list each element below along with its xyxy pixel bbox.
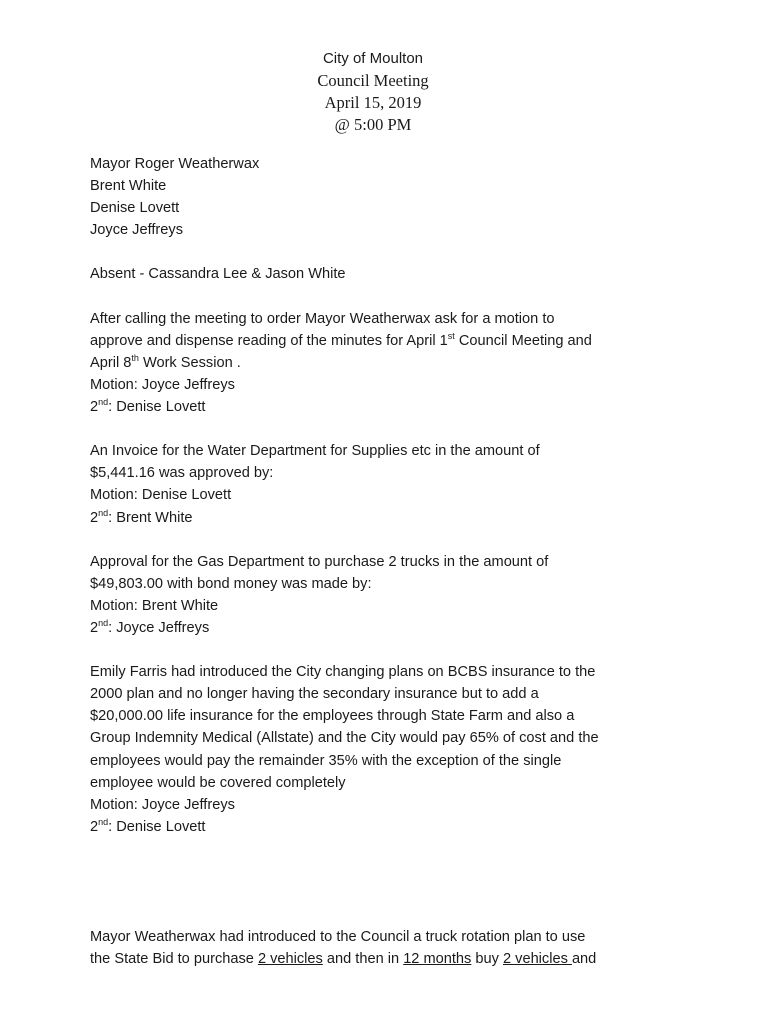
motion-line: Motion: Denise Lovett — [90, 487, 232, 504]
paragraph-line: Mayor Weatherwax had introduced to the Council a truck rotation plan to use — [90, 929, 586, 946]
insurance-paragraph — [90, 661, 670, 838]
text-run: and then in — [322, 951, 404, 968]
motion-line: Motion: Joyce Jeffreys — [90, 796, 235, 813]
ordinal-suffix: th — [131, 352, 139, 363]
ordinal-suffix: nd — [98, 617, 109, 628]
trucks-paragraph — [90, 551, 670, 639]
underlined-text: 12 months — [403, 951, 472, 968]
absent-line: Absent - Cassandra Lee & Jason White — [90, 266, 346, 283]
ordinal-suffix: st — [447, 330, 455, 341]
paragraph-line: 2000 plan and no longer having the secondary insurance but to add a — [90, 686, 539, 703]
text-run: : Joyce Jeffreys — [108, 619, 210, 636]
meeting-title: Council Meeting — [317, 71, 429, 90]
blank-space — [90, 838, 670, 926]
paragraph-line: An Invoice for the Water Department for Supplies etc in the amount of — [90, 443, 540, 460]
text-run: buy — [471, 951, 503, 968]
meeting-date: April 15, 2019 — [324, 93, 422, 112]
attendee: Denise Lovett — [90, 200, 180, 217]
ordinal-suffix: nd — [98, 397, 109, 408]
invoice-paragraph — [90, 440, 670, 528]
underlined-text: 2 vehicles — [502, 951, 572, 968]
text-run: the State Bid to purchase — [90, 951, 258, 968]
second-line — [90, 507, 670, 529]
text-run: approve and dispense reading of the minutes for April 1 — [90, 332, 448, 349]
rotation-paragraph — [90, 926, 670, 970]
ordinal-suffix: nd — [98, 816, 109, 827]
paragraph-line: After calling the meeting to order Mayor Weatherwax ask for a motion to — [90, 310, 555, 327]
text-run: April 8 — [90, 354, 132, 371]
minutes-paragraph — [90, 308, 670, 418]
second-line — [90, 617, 670, 639]
text-run: 2 — [90, 818, 99, 835]
attendee: Mayor Roger Weatherwax — [90, 156, 260, 172]
text-run: Work Session . — [138, 354, 241, 371]
text-run: : Denise Lovett — [108, 399, 206, 416]
document-header — [0, 48, 746, 136]
second-line — [90, 396, 670, 418]
second-line — [90, 816, 670, 838]
city-name: City of Moulton — [322, 50, 424, 67]
document-body — [90, 153, 670, 993]
motion-line: Motion: Brent White — [90, 597, 219, 614]
text-run: Council Meeting and — [454, 332, 592, 349]
motion-line: Motion: Joyce Jeffreys — [90, 376, 235, 393]
text-run: : Denise Lovett — [108, 818, 206, 835]
paragraph-line: Approval for the Gas Department to purchase 2 trucks in the amount of — [90, 553, 549, 570]
paragraph-line: employees would pay the remainder 35% with the exception of the single — [90, 752, 562, 769]
ordinal-suffix: nd — [98, 507, 109, 518]
paragraph-line: $5,441.16 was approved by: — [90, 465, 274, 482]
paragraph-line: employee would be covered completely — [90, 774, 346, 791]
absent-paragraph — [90, 263, 670, 285]
text-run: 2 — [90, 619, 99, 636]
attendee: Joyce Jeffreys — [90, 222, 184, 239]
paragraph-line: Group Indemnity Medical (Allstate) and the City would pay 65% of cost and the — [90, 730, 599, 747]
attendee: Brent White — [90, 178, 167, 195]
text-run: 2 — [90, 509, 99, 526]
paragraph-line — [90, 352, 670, 374]
text-run: 2 — [90, 399, 99, 416]
paragraph-line: Emily Farris had introduced the City changing plans on BCBS insurance to the — [90, 664, 596, 681]
attendees-list — [90, 153, 670, 241]
paragraph-line: $49,803.00 with bond money was made by: — [90, 575, 372, 592]
paragraph-line — [90, 330, 670, 352]
text-run: and — [571, 951, 597, 968]
text-run: : Brent White — [108, 509, 193, 526]
underlined-text: 2 vehicles — [257, 951, 323, 968]
paragraph-line — [90, 948, 670, 970]
meeting-time: @ 5:00 PM — [334, 115, 412, 134]
paragraph-line: $20,000.00 life insurance for the employees through State Farm and also a — [90, 708, 575, 725]
